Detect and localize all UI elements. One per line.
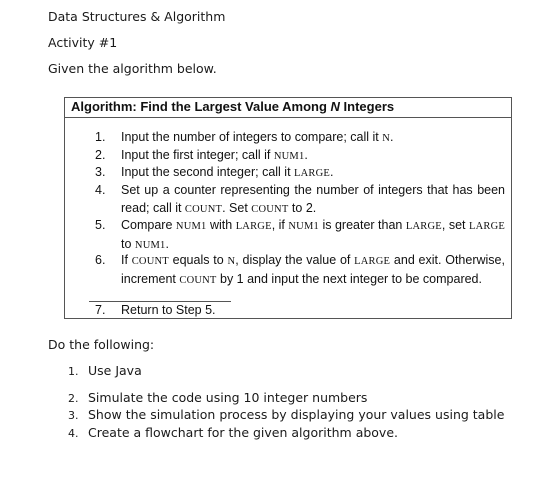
step-number: 7. bbox=[95, 303, 106, 317]
step-text: and exit. Otherwise, increment bbox=[121, 253, 505, 286]
step-variable: COUNT bbox=[179, 274, 217, 286]
algorithm-box bbox=[64, 97, 512, 319]
step-text: Input the second integer; call it bbox=[121, 165, 295, 179]
step-variable: LARGE bbox=[294, 168, 331, 179]
algorithm-step-7 bbox=[95, 302, 505, 320]
algorithm-step-4 bbox=[95, 182, 505, 218]
step-text: , set bbox=[441, 218, 469, 232]
step-variable: N bbox=[382, 133, 391, 144]
step-text: . bbox=[330, 165, 334, 179]
step-text: . bbox=[390, 130, 394, 144]
given-text: Given the algorithm below. bbox=[48, 61, 217, 76]
step-variable: LARGE bbox=[405, 221, 442, 232]
task-text: Use Java bbox=[88, 363, 142, 378]
step-variable: LARGE bbox=[354, 256, 391, 267]
step-variable: N bbox=[227, 256, 236, 267]
step-number: 4. bbox=[95, 183, 106, 197]
instructions-heading: Do the following: bbox=[48, 337, 155, 352]
step-text: equals to bbox=[168, 253, 228, 267]
step-text: to bbox=[121, 236, 135, 251]
step-variable: COUNT bbox=[184, 203, 223, 215]
step-text: Input the number of integers to compare; call it bbox=[121, 130, 383, 144]
step-number: 1. bbox=[95, 130, 106, 144]
step-text: Input the first integer; call if bbox=[121, 148, 274, 162]
step-number: 6. bbox=[95, 253, 106, 267]
task-item bbox=[68, 425, 398, 440]
task-number: 4. bbox=[68, 427, 79, 440]
step-variable: NUM1 bbox=[175, 221, 207, 232]
step-number: 2. bbox=[95, 148, 106, 162]
activity-label: Activity #1 bbox=[48, 35, 118, 50]
step-text: by 1 and input the next integer to be compared. bbox=[216, 271, 482, 286]
step-variable: COUNT bbox=[251, 203, 289, 215]
step-text: . Set bbox=[222, 200, 252, 215]
step-variable: NUM1 bbox=[273, 151, 305, 162]
step-variable: LARGE bbox=[235, 221, 272, 232]
algorithm-step-6 bbox=[95, 252, 505, 289]
step-text: If bbox=[121, 253, 132, 267]
task-item bbox=[68, 407, 504, 422]
algorithm-step-1 bbox=[95, 129, 505, 148]
step-variable: LARGE bbox=[469, 221, 505, 232]
algorithm-step-3 bbox=[95, 164, 505, 183]
step-number: 3. bbox=[95, 165, 106, 179]
task-item bbox=[68, 363, 142, 378]
course-title: Data Structures & Algorithm bbox=[48, 9, 226, 24]
task-text: Simulate the code using 10 integer numbers bbox=[88, 390, 368, 405]
task-number: 2. bbox=[68, 392, 79, 405]
algorithm-step-2 bbox=[95, 147, 505, 166]
task-text: Show the simulation process by displaying your values using table bbox=[88, 407, 505, 422]
step-text: Set up a counter representing the number of integers that has been read; call it bbox=[121, 183, 505, 215]
step-variable: NUM1 bbox=[288, 221, 319, 232]
algorithm-title bbox=[71, 99, 394, 114]
step-text: . bbox=[165, 236, 169, 251]
step-text: . bbox=[304, 148, 308, 162]
title-divider bbox=[65, 117, 511, 118]
step-variable: COUNT bbox=[131, 256, 169, 267]
algorithm-title-start: Algorithm: Find the Largest Value Among bbox=[71, 99, 331, 114]
algorithm-title-variable: N bbox=[330, 99, 340, 114]
task-number: 1. bbox=[68, 365, 79, 378]
task-item bbox=[68, 390, 367, 405]
step-text: with bbox=[206, 218, 236, 232]
task-text: Create a flowchart for the given algorithm above. bbox=[88, 425, 398, 440]
step-number: 5. bbox=[95, 218, 106, 232]
step-text: to 2. bbox=[288, 200, 317, 215]
step-text: Compare bbox=[121, 218, 176, 232]
step-text: , display the value of bbox=[235, 253, 355, 267]
step-text: is greater than bbox=[318, 218, 406, 232]
step-text: Return to Step 5. bbox=[121, 303, 216, 317]
step-variable: NUM1 bbox=[134, 239, 166, 251]
task-number: 3. bbox=[68, 409, 79, 422]
step-text: , if bbox=[271, 218, 289, 232]
algorithm-step-5 bbox=[95, 217, 505, 254]
algorithm-title-end: Integers bbox=[339, 99, 395, 114]
